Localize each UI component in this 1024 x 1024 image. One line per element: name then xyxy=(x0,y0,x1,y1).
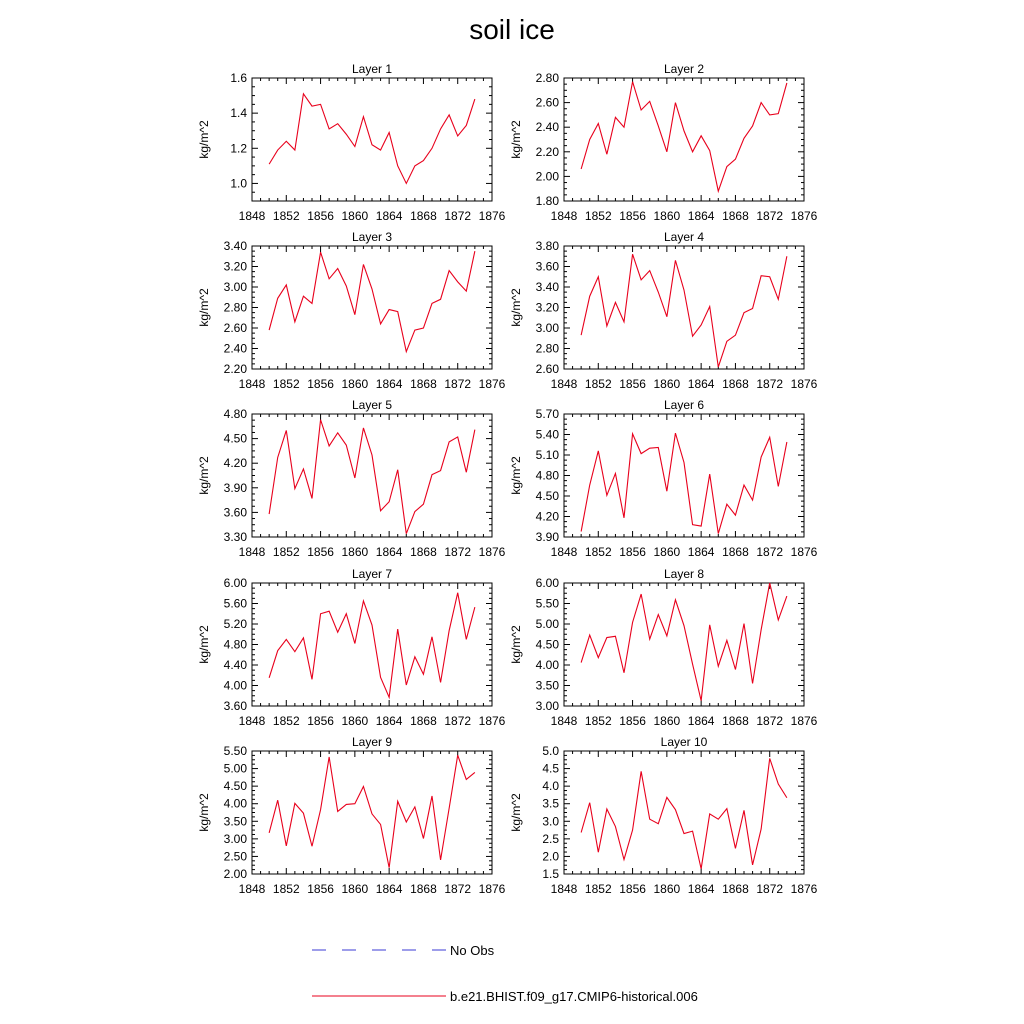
x-tick-label: 1872 xyxy=(756,377,784,391)
x-tick-label: 1852 xyxy=(272,545,300,559)
panel-5 xyxy=(197,398,506,559)
x-tick-label: 1864 xyxy=(375,882,403,896)
y-tick-label: 3.50 xyxy=(535,678,559,693)
plot-frame xyxy=(564,246,804,369)
x-tick-label: 1864 xyxy=(375,545,403,559)
x-tick-label: 1856 xyxy=(619,714,646,728)
plot-frame xyxy=(252,246,492,369)
series-line xyxy=(269,755,475,867)
x-tick-label: 1876 xyxy=(790,882,818,896)
x-tick-label: 1860 xyxy=(653,714,681,728)
y-tick-label: 5.00 xyxy=(535,617,559,631)
y-axis-label: kg/m^2 xyxy=(197,625,211,664)
y-tick-label: 4.80 xyxy=(535,468,559,483)
panel-4 xyxy=(509,230,818,391)
x-tick-label: 1852 xyxy=(272,209,300,223)
series-line xyxy=(581,758,787,868)
x-tick-label: 1868 xyxy=(722,545,749,559)
x-tick-label: 1860 xyxy=(653,377,681,391)
y-tick-label: 2.20 xyxy=(535,144,559,159)
y-tick-label: 4.00 xyxy=(223,678,247,693)
x-tick-label: 1856 xyxy=(619,377,646,391)
x-tick-label: 1864 xyxy=(375,377,403,391)
x-tick-label: 1860 xyxy=(341,545,369,559)
series-line xyxy=(269,94,475,184)
x-tick-label: 1872 xyxy=(756,714,784,728)
x-tick-label: 1848 xyxy=(238,209,266,223)
y-axis-label: kg/m^2 xyxy=(509,120,523,159)
y-axis-label: kg/m^2 xyxy=(197,456,211,495)
x-tick-label: 1860 xyxy=(341,209,369,223)
y-tick-label: 4.20 xyxy=(535,509,559,524)
y-tick-label: 1.0 xyxy=(230,176,247,191)
x-tick-label: 1856 xyxy=(307,209,334,223)
y-tick-label: 1.6 xyxy=(230,71,247,85)
y-tick-label: 3.50 xyxy=(223,814,247,829)
x-tick-label: 1872 xyxy=(444,209,472,223)
x-tick-label: 1852 xyxy=(272,714,300,728)
y-tick-label: 2.40 xyxy=(223,341,247,356)
y-tick-label: 6.00 xyxy=(223,576,247,590)
x-tick-label: 1876 xyxy=(478,209,506,223)
panel-title: Layer 8 xyxy=(663,567,705,581)
y-tick-label: 3.90 xyxy=(223,480,247,495)
x-tick-label: 1876 xyxy=(790,209,818,223)
y-tick-label: 3.5 xyxy=(542,796,559,811)
x-tick-label: 1872 xyxy=(444,882,472,896)
x-tick-label: 1848 xyxy=(550,377,578,391)
x-tick-label: 1848 xyxy=(238,377,266,391)
x-tick-label: 1868 xyxy=(410,209,437,223)
y-tick-label: 4.00 xyxy=(535,658,559,672)
y-tick-label: 6.00 xyxy=(535,576,559,590)
series-line xyxy=(269,593,475,698)
x-tick-label: 1848 xyxy=(550,545,578,559)
y-tick-label: 2.0 xyxy=(542,849,559,864)
x-tick-label: 1856 xyxy=(619,545,646,559)
x-tick-label: 1856 xyxy=(307,714,334,728)
y-tick-label: 5.70 xyxy=(535,407,559,421)
y-axis-label: kg/m^2 xyxy=(197,793,211,832)
y-tick-label: 4.20 xyxy=(223,456,247,471)
x-tick-label: 1856 xyxy=(307,545,334,559)
y-tick-label: 2.80 xyxy=(223,300,247,315)
x-tick-label: 1860 xyxy=(653,882,681,896)
series-line xyxy=(581,433,787,533)
y-tick-label: 4.80 xyxy=(223,407,247,421)
y-tick-label: 5.00 xyxy=(223,761,247,776)
x-tick-label: 1856 xyxy=(307,377,334,391)
y-tick-label: 1.4 xyxy=(230,106,247,121)
panel-8 xyxy=(509,567,818,728)
legend-label-no-obs: No Obs xyxy=(450,943,495,958)
y-tick-label: 4.0 xyxy=(542,779,559,794)
y-tick-label: 3.40 xyxy=(535,280,559,294)
x-tick-label: 1864 xyxy=(375,714,403,728)
x-tick-label: 1864 xyxy=(687,377,715,391)
y-tick-label: 3.00 xyxy=(535,699,559,713)
y-tick-label: 5.40 xyxy=(535,427,559,442)
x-tick-label: 1872 xyxy=(444,714,472,728)
y-tick-label: 3.00 xyxy=(223,280,247,294)
y-tick-label: 5.60 xyxy=(223,596,247,611)
x-tick-label: 1868 xyxy=(410,545,437,559)
x-tick-label: 1856 xyxy=(307,882,334,896)
x-tick-label: 1876 xyxy=(478,545,506,559)
x-tick-label: 1860 xyxy=(341,714,369,728)
plot-frame xyxy=(252,78,492,201)
x-tick-label: 1876 xyxy=(478,882,506,896)
y-tick-label: 4.40 xyxy=(223,658,247,672)
panel-title: Layer 5 xyxy=(351,398,393,412)
x-tick-label: 1876 xyxy=(790,545,818,559)
y-axis-label: kg/m^2 xyxy=(197,120,211,159)
x-tick-label: 1852 xyxy=(584,882,612,896)
y-tick-label: 5.50 xyxy=(223,744,247,758)
y-tick-label: 4.50 xyxy=(535,489,559,503)
x-tick-label: 1872 xyxy=(756,882,784,896)
x-tick-label: 1876 xyxy=(790,714,818,728)
y-tick-label: 3.30 xyxy=(223,530,247,544)
panel-title: Layer 1 xyxy=(351,62,393,76)
y-tick-label: 1.2 xyxy=(230,141,247,156)
x-tick-label: 1868 xyxy=(410,882,437,896)
x-tick-label: 1872 xyxy=(756,209,784,223)
plot-frame xyxy=(564,414,804,537)
y-tick-label: 3.40 xyxy=(223,239,247,253)
x-tick-label: 1860 xyxy=(341,882,369,896)
x-tick-label: 1868 xyxy=(722,377,749,391)
y-tick-label: 2.80 xyxy=(535,341,559,356)
panel-9 xyxy=(197,735,506,896)
panel-title: Layer 4 xyxy=(663,230,705,244)
y-tick-label: 3.20 xyxy=(223,259,247,274)
y-axis-label: kg/m^2 xyxy=(509,625,523,664)
plot-frame xyxy=(252,414,492,537)
y-tick-label: 1.5 xyxy=(542,867,559,881)
panel-3 xyxy=(197,230,506,391)
chart-title: soil ice xyxy=(469,14,555,45)
legend-label-model: b.e21.BHIST.f09_g17.CMIP6-historical.006 xyxy=(450,989,698,1004)
y-tick-label: 3.0 xyxy=(542,814,559,829)
panel-10 xyxy=(509,735,818,896)
x-tick-label: 1872 xyxy=(444,545,472,559)
x-tick-label: 1856 xyxy=(619,882,646,896)
x-tick-label: 1848 xyxy=(550,209,578,223)
panel-title: Layer 6 xyxy=(663,398,705,412)
y-tick-label: 2.5 xyxy=(542,831,559,846)
x-tick-label: 1876 xyxy=(478,714,506,728)
x-tick-label: 1852 xyxy=(272,882,300,896)
y-tick-label: 2.50 xyxy=(223,849,247,864)
x-tick-label: 1848 xyxy=(238,545,266,559)
y-tick-label: 4.50 xyxy=(223,779,247,794)
y-tick-label: 5.50 xyxy=(535,596,559,611)
x-tick-label: 1852 xyxy=(272,377,300,391)
x-tick-label: 1848 xyxy=(550,714,578,728)
y-tick-label: 4.5 xyxy=(542,761,559,776)
x-tick-label: 1860 xyxy=(653,209,681,223)
y-tick-label: 3.80 xyxy=(535,239,559,253)
x-tick-label: 1868 xyxy=(722,209,749,223)
y-tick-label: 4.50 xyxy=(223,431,247,446)
x-tick-label: 1872 xyxy=(444,377,472,391)
y-axis-label: kg/m^2 xyxy=(509,793,523,832)
x-tick-label: 1868 xyxy=(722,882,749,896)
x-tick-label: 1848 xyxy=(238,882,266,896)
series-line xyxy=(581,254,787,367)
y-tick-label: 3.00 xyxy=(223,831,247,846)
y-tick-label: 3.60 xyxy=(223,699,247,713)
y-tick-label: 3.00 xyxy=(535,321,559,335)
panel-title: Layer 2 xyxy=(663,62,705,76)
x-tick-label: 1860 xyxy=(341,377,369,391)
series-line xyxy=(269,420,475,534)
y-tick-label: 3.20 xyxy=(535,300,559,315)
x-tick-label: 1876 xyxy=(478,377,506,391)
y-tick-label: 3.60 xyxy=(223,505,247,520)
y-tick-label: 5.0 xyxy=(542,744,559,758)
y-tick-label: 2.00 xyxy=(223,867,247,881)
x-tick-label: 1872 xyxy=(756,545,784,559)
y-tick-label: 5.10 xyxy=(535,448,559,462)
series-line xyxy=(581,583,787,701)
y-tick-label: 1.80 xyxy=(535,194,559,208)
panel-7 xyxy=(197,567,506,728)
y-tick-label: 2.20 xyxy=(223,362,247,376)
y-tick-label: 3.90 xyxy=(535,530,559,544)
y-tick-label: 2.40 xyxy=(535,120,559,135)
y-tick-label: 2.00 xyxy=(535,169,559,184)
y-axis-label: kg/m^2 xyxy=(197,288,211,327)
x-tick-label: 1868 xyxy=(410,714,437,728)
panel-1 xyxy=(197,62,506,223)
panel-title: Layer 9 xyxy=(351,735,393,749)
x-tick-label: 1864 xyxy=(687,209,715,223)
y-tick-label: 2.60 xyxy=(535,95,559,110)
y-tick-label: 2.60 xyxy=(535,362,559,376)
x-tick-label: 1868 xyxy=(722,714,749,728)
y-tick-label: 3.60 xyxy=(535,259,559,274)
y-tick-label: 4.80 xyxy=(223,637,247,652)
plot-frame xyxy=(564,78,804,201)
x-tick-label: 1848 xyxy=(550,882,578,896)
panel-6 xyxy=(509,398,818,559)
x-tick-label: 1852 xyxy=(584,714,612,728)
panel-2 xyxy=(509,62,818,223)
y-axis-label: kg/m^2 xyxy=(509,456,523,495)
y-axis-label: kg/m^2 xyxy=(509,288,523,327)
x-tick-label: 1848 xyxy=(238,714,266,728)
series-line xyxy=(581,82,787,191)
x-tick-label: 1876 xyxy=(790,377,818,391)
x-tick-label: 1864 xyxy=(687,714,715,728)
x-tick-label: 1868 xyxy=(410,377,437,391)
x-tick-label: 1864 xyxy=(687,545,715,559)
plot-frame xyxy=(564,583,804,706)
series-line xyxy=(269,251,475,351)
x-tick-label: 1852 xyxy=(584,377,612,391)
x-tick-label: 1852 xyxy=(584,209,612,223)
panel-title: Layer 10 xyxy=(660,735,708,749)
y-tick-label: 4.50 xyxy=(535,637,559,652)
x-tick-label: 1856 xyxy=(619,209,646,223)
x-tick-label: 1860 xyxy=(653,545,681,559)
x-tick-label: 1852 xyxy=(584,545,612,559)
x-tick-label: 1864 xyxy=(375,209,403,223)
y-tick-label: 2.80 xyxy=(535,71,559,85)
x-tick-label: 1864 xyxy=(687,882,715,896)
y-tick-label: 2.60 xyxy=(223,321,247,335)
panel-title: Layer 7 xyxy=(351,567,393,581)
panel-title: Layer 3 xyxy=(351,230,393,244)
y-tick-label: 4.00 xyxy=(223,796,247,811)
y-tick-label: 5.20 xyxy=(223,617,247,631)
